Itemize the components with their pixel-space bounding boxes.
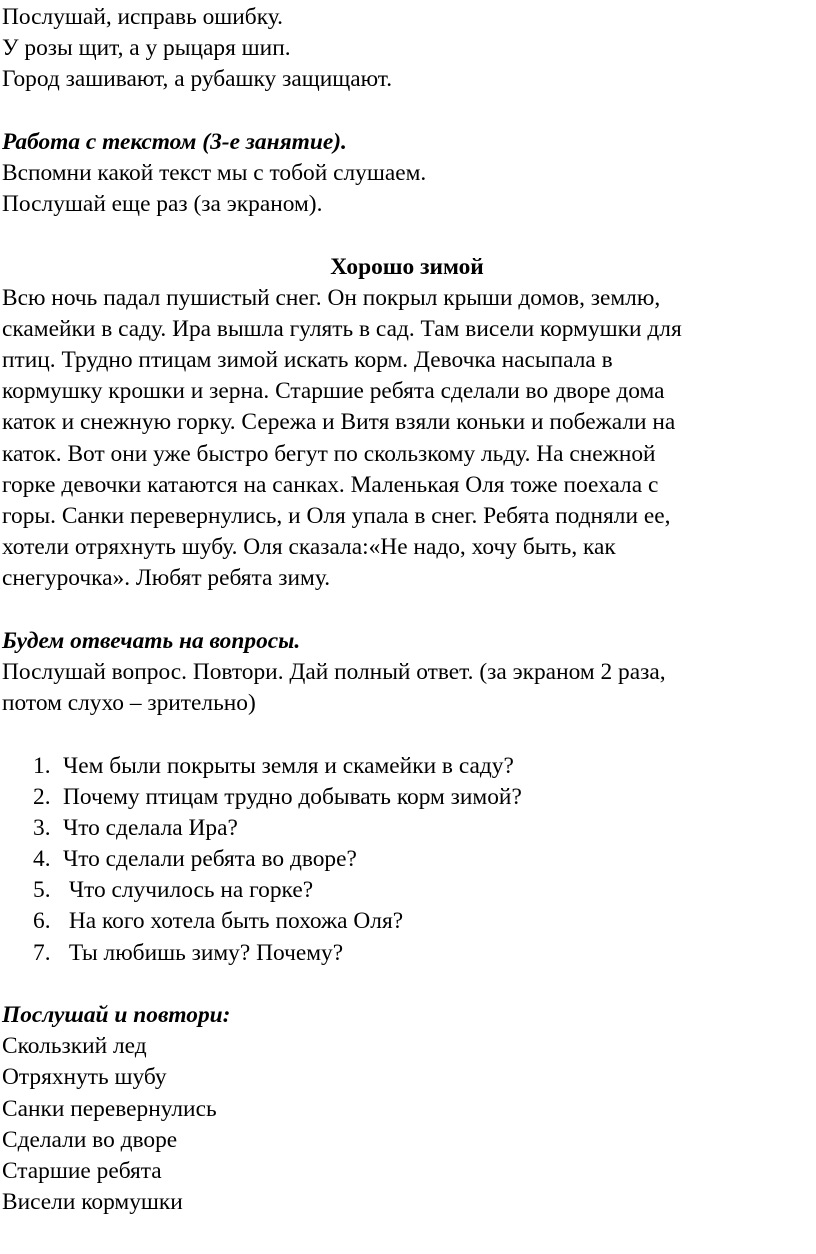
question-item <box>2 782 812 813</box>
question-item <box>2 875 812 906</box>
question-text: Ты любишь зиму? Почему? <box>63 939 344 966</box>
question-text: Чем были покрыты земля и скамейки в саду? <box>63 752 514 779</box>
question-item <box>2 751 812 782</box>
repeat-phrase: Скользкий лед <box>2 1033 147 1060</box>
questions-instruction: потом слухо – зрительно) <box>2 690 256 717</box>
question-number: 1. <box>33 752 51 779</box>
story-line: Всю ночь падал пушистый снег. Он покрыл крыши домов, землю, <box>2 284 661 311</box>
intro-line: Послушай, исправь ошибку. <box>2 4 283 30</box>
spacer <box>2 719 812 750</box>
repeat-phrase: Сделали во дворе <box>2 1126 178 1153</box>
question-item <box>2 938 812 969</box>
story-line: кормушку крошки и зерна. Старшие ребята сделали во дворе дома <box>2 378 665 405</box>
story-line: снегурочка». Любят ребята зиму. <box>2 565 331 592</box>
question-text: Почему птицам трудно добывать корм зимой? <box>63 783 522 810</box>
question-number: 3. <box>33 814 51 841</box>
repeat-phrase: Отряхнуть шубу <box>2 1064 167 1091</box>
text-work-section <box>2 127 812 221</box>
spacer <box>2 595 812 626</box>
repeat-phrase: Старшие ребята <box>2 1157 162 1184</box>
text-work-heading: Работа с текстом (3-е занятие). <box>2 128 347 155</box>
story-line: скамейки в саду. Ира вышла гулять в сад. Там висели кормушки для <box>2 315 682 342</box>
question-text: Что сделали ребята во дворе? <box>63 846 357 873</box>
story-line: горы. Санки перевернулись, и Оля упала в снег. Ребята подняли ее, <box>2 503 671 529</box>
question-item <box>2 844 812 875</box>
repeat-section <box>2 1000 812 1218</box>
question-number: 5. <box>33 877 51 904</box>
questions-heading: Будем отвечать на вопросы. <box>2 627 301 654</box>
document-page <box>2 2 812 1218</box>
question-number: 2. <box>33 783 51 810</box>
intro-line: У розы щит, а у рыцаря шип. <box>2 35 291 62</box>
question-text: Что сделала Ира? <box>63 814 238 841</box>
spacer <box>2 96 812 127</box>
question-item <box>2 813 812 844</box>
intro-section <box>2 2 812 96</box>
story-section <box>2 252 812 595</box>
story-title: Хорошо зимой <box>330 253 484 280</box>
question-text: Что случилось на горке? <box>63 877 314 904</box>
story-line: птиц. Трудно птицам зимой искать корм. Девочка насыпала в <box>2 347 613 374</box>
question-item <box>2 906 812 937</box>
story-line: каток и снежную горку. Сережа и Витя взяли коньки и побежали на <box>2 409 676 436</box>
question-number: 6. <box>33 908 51 935</box>
question-text: На кого хотела быть похожа Оля? <box>63 908 404 935</box>
questions-instruction: Послушай вопрос. Повтори. Дай полный ответ. (за экраном 2 раза, <box>2 658 666 685</box>
text-work-line: Вспомни какой текст мы с тобой слушаем. <box>2 159 427 186</box>
questions-list <box>2 751 812 969</box>
questions-section <box>2 626 812 969</box>
spacer <box>2 220 812 251</box>
story-line: горке девочки катаются на санках. Маленькая Оля тоже поехала с <box>2 471 659 498</box>
intro-line: Город зашивают, а рубашку защищают. <box>2 66 393 93</box>
question-number: 4. <box>33 846 51 873</box>
question-number: 7. <box>33 939 51 966</box>
repeat-phrase: Санки перевернулись <box>2 1095 217 1122</box>
repeat-heading: Послушай и повтори: <box>2 1002 231 1028</box>
story-line: каток. Вот они уже быстро бегут по скользкому льду. На снежной <box>2 440 656 467</box>
spacer <box>2 969 812 1000</box>
repeat-phrase: Висели кормушки <box>2 1189 183 1216</box>
text-work-line: Послушай еще раз (за экраном). <box>2 191 323 218</box>
story-line: хотели отряхнуть шубу. Оля сказала:«Не надо, хочу быть, как <box>2 534 616 561</box>
